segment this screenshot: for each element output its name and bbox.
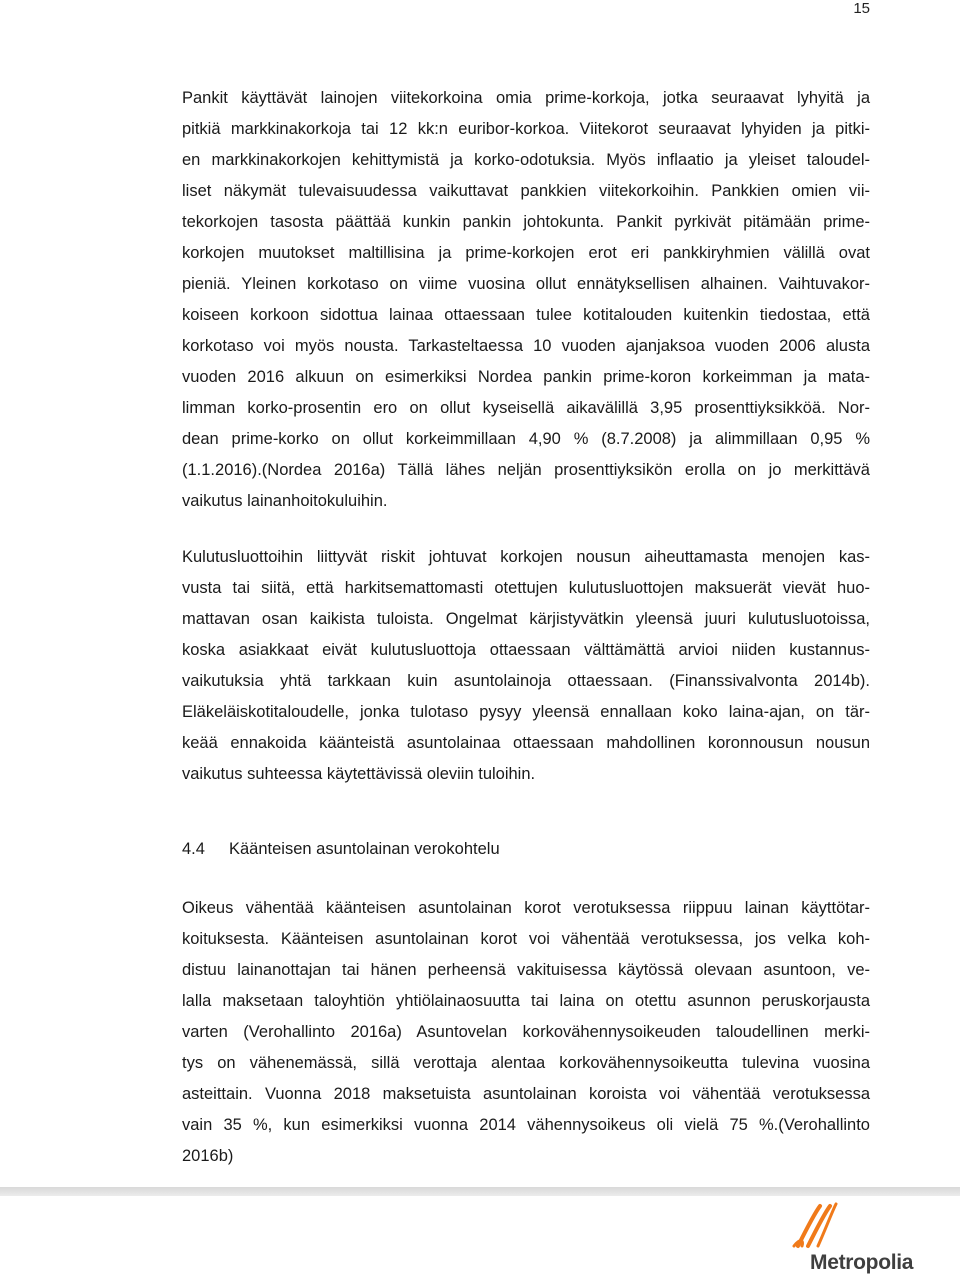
- text-line: (1.1.2016).(Nordea 2016a) Tällä lähes neljän prosenttiyksikön erolla on jo merkittävä: [182, 461, 870, 479]
- text-line: dean prime-korko on ollut korkeimmillaan 4,90 % (8.7.2008) ja alimmillaan 0,95 %: [182, 430, 870, 448]
- text-line: pitkiä markkinakorkoja tai 12 kk:n euribor-korkoa. Viitekorot seuraavat lyhyiden ja pitki-: [182, 120, 870, 138]
- text-line: keää ennakoida käänteistä asuntolainaa ottaessaan mahdollinen koronnousun nousun: [182, 734, 870, 752]
- text-line: koska asiakkaat eivät kulutusluottoja ottaessaan välttämättä arvioi niiden kustannus-: [182, 641, 870, 659]
- page-number: 15: [853, 0, 870, 17]
- metropolia-wordmark: Metropolia: [810, 1251, 914, 1274]
- paragraph-taxation: [182, 893, 870, 1172]
- text-line: asteittain. Vuonna 2018 maksetuista asuntolainan koroista voi vähentää verotuksessa: [182, 1085, 870, 1103]
- text-line: tekorkojen tasosta päättää kunkin pankin johtokunta. Pankit pyrkivät pitämään prime-: [182, 213, 870, 231]
- text-line: Kulutusluottoihin liittyvät riskit johtuvat korkojen nousun aiheuttamasta menojen kas-: [182, 548, 870, 566]
- text-line: Oikeus vähentää käänteisen asuntolainan korot verotuksessa riippuu lainan käyttötar-: [182, 899, 870, 917]
- text-line: pieniä. Yleinen korkotaso on viime vuosina ollut ennätyksellisen alhainen. Vaihtuvakor-: [182, 275, 870, 293]
- paragraph-interest-rates: [182, 83, 870, 517]
- section-title: Käänteisen asuntolainan verokohtelu: [229, 840, 500, 858]
- text-line: liset näkymät tulevaisuudessa vaikuttavat pankkien viitekorkoihin. Pankkien omien vii-: [182, 182, 870, 200]
- text-line: vusta tai siitä, että harkitsemattomasti otettujen kulutusluottojen maksuerät vievät huo-: [182, 579, 870, 597]
- section-heading: [182, 834, 870, 865]
- text-line: vaikutus suhteessa käytettävissä oleviin tuloihin.: [182, 765, 536, 783]
- section-number: 4.4: [182, 840, 205, 858]
- text-line: vain 35 %, kun esimerkiksi vuonna 2014 vähennysoikeus oli vielä 75 %.(Verohallinto: [182, 1116, 870, 1134]
- text-line: en markkinakorkojen kehittymistä ja korko-odotuksia. Myös inflaatio ja yleiset taloudel-: [182, 151, 870, 169]
- text-line: mattavan osan kaikista tuloista. Ongelmat kärjistyvätkin yleensä juuri kulutusluotoissa,: [182, 610, 870, 628]
- text-line: 2016b): [182, 1147, 234, 1165]
- text-line: Pankit käyttävät lainojen viitekorkoina omia prime-korkoja, jotka seuraavat lyhyitä ja: [182, 89, 870, 107]
- text-line: korkojen muutokset maltillisina ja prime-korkojen erot eri pankkiryhmien välillä ovat: [182, 244, 870, 262]
- text-line: koiseen korkoon sidottua lainaa ottaessaan tulee kotitalouden kuitenkin tiedostaa, että: [182, 306, 870, 324]
- text-line: tys on vähenemässä, sillä verottaja alentaa korkovähennysoikeutta tulevina vuosina: [182, 1054, 870, 1072]
- text-line: vuoden 2016 alkuun on esimerkiksi Nordea pankin prime-koron korkeimman ja mata-: [182, 368, 870, 386]
- text-line: koituksesta. Käänteisen asuntolainan korot voi vähentää verotuksessa, jos velka koh-: [182, 930, 870, 948]
- text-line: limman korko-prosentin ero on ollut kyseisellä aikavälillä 3,95 prosenttiyksikköä. Nor-: [182, 399, 870, 417]
- footer-divider: [0, 1187, 960, 1196]
- text-line: Eläkeläiskotitaloudelle, jonka tulotaso pysyy yleensä ennallaan koko laina-ajan, on tär-: [182, 703, 870, 721]
- text-line: varten (Verohallinto 2016a) Asuntovelan korkovähennysoikeuden taloudellinen merki-: [182, 1023, 870, 1041]
- text-line: distuu lainanottajan tai hänen perheensä vakituisessa käytössä olevaan asuntoon, ve-: [182, 961, 870, 979]
- text-line: vaikutuksia yhtä tarkkaan kuin asuntolainoja ottaessaan. (Finanssivalvonta 2014b).: [182, 672, 870, 690]
- text-line: lalla maksetaan taloyhtiön yhtiölainaosuutta tai laina on otettu asunnon peruskorjausta: [182, 992, 870, 1010]
- paragraph-consumer-credit: [182, 542, 870, 790]
- text-line: korkotaso voi myös nousta. Tarkasteltaessa 10 vuoden ajanjaksoa vuoden 2006 alusta: [182, 337, 870, 355]
- text-line: vaikutus lainanhoitokuluihin.: [182, 492, 388, 510]
